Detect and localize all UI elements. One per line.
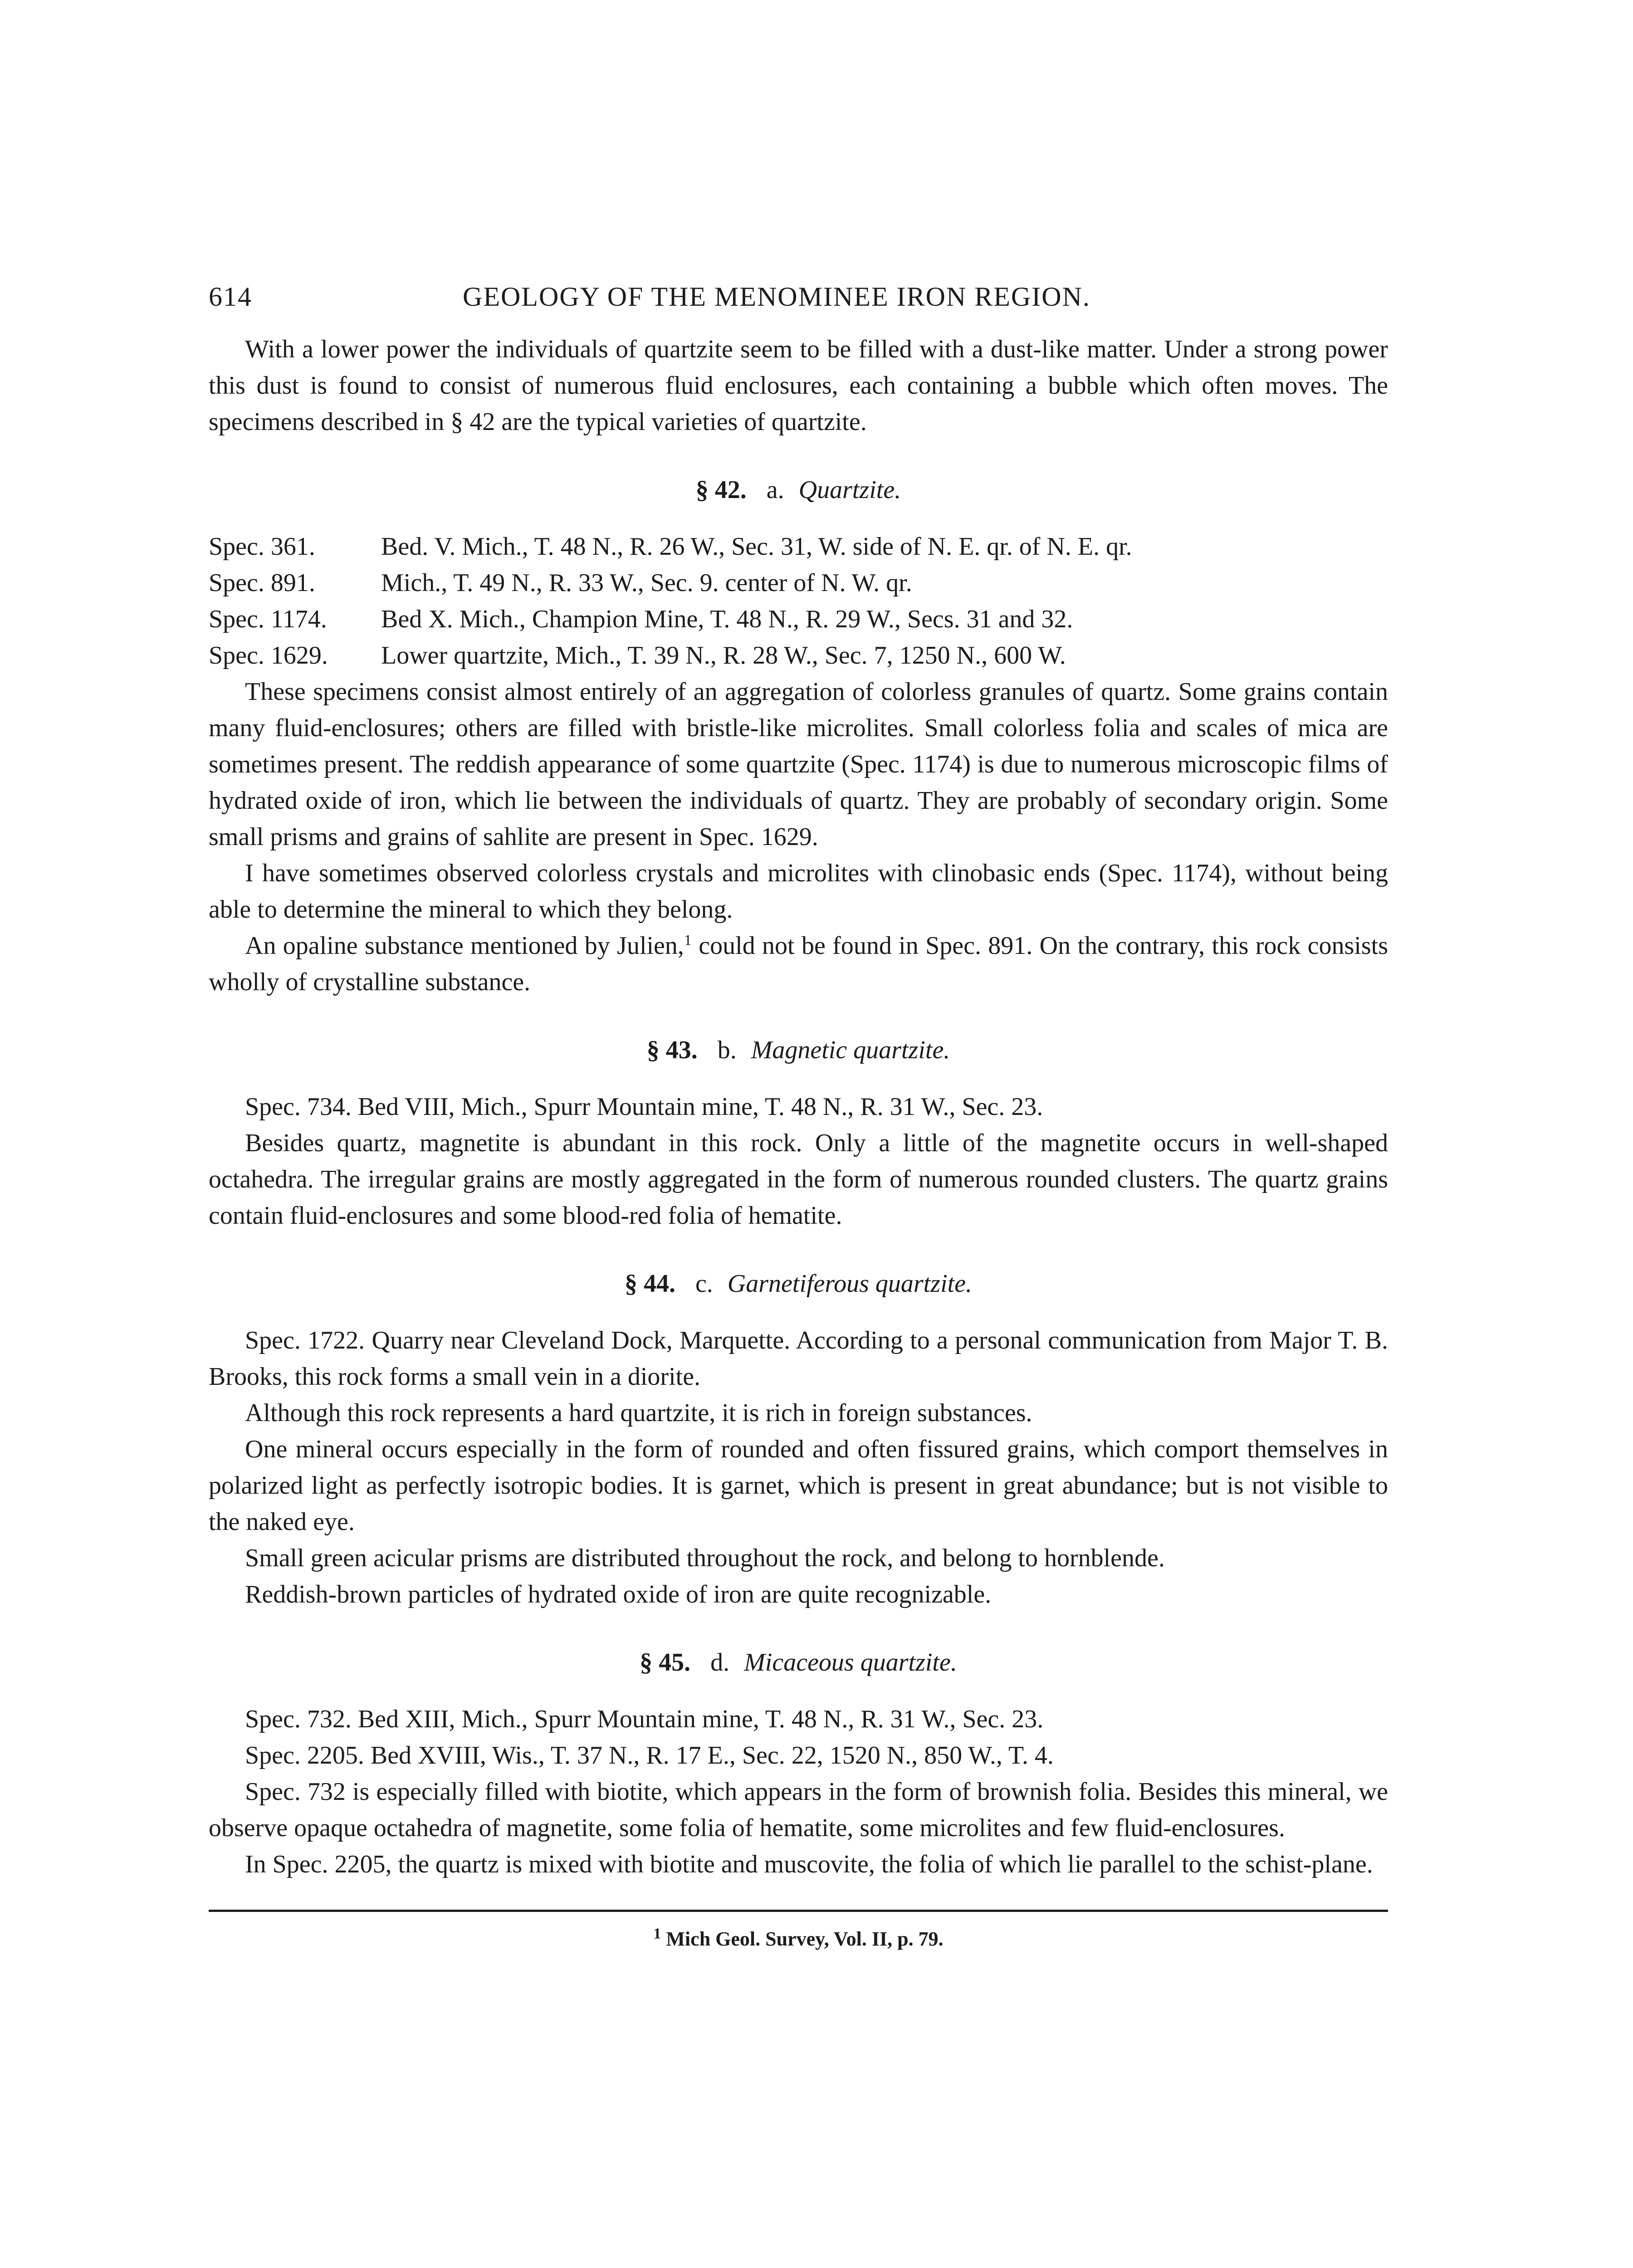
- paragraph-text: An opaline substance mentioned by Julien,: [245, 932, 684, 960]
- spec-label: Spec. 1629.: [209, 641, 328, 670]
- paragraph: One mineral occurs especially in the form of rounded and often fissured grains, which comport themselves in polarized light as perfectly isotropic bodies. It is garnet, which is present in great abundance; but is not visible to the naked eye.: [209, 1435, 1388, 1536]
- spec-label: Spec. 361.: [209, 533, 315, 561]
- spec-text: Bed X. Mich., Champion Mine, T. 48 N., R. 29 W., Secs. 31 and 32.: [381, 605, 1073, 633]
- paragraph-text: could not be found in Spec. 891. On the contrary, this rock consists wholly of crystalline substance.: [209, 932, 1388, 996]
- section-42-heading: [209, 472, 1388, 508]
- spec-entry: [209, 637, 1388, 674]
- paragraph: Besides quartz, magnetite is abundant in this rock. Only a little of the magnetite occurs in well-shaped octahedra. The irregular grains are mostly aggregated in the form of numerous rounded clusters. The quartz grains contain fluid-enclosures and some blood-red folia of hematite.: [209, 1129, 1388, 1230]
- paragraph: These specimens consist almost entirely of an aggregation of colorless granules of quartz. Some grains contain many fluid-enclosures; others are filled with bristle-like microlites. Small colorless folia and scales of mica are sometimes present. The reddish appearance of some quartzite (Spec. 1174) is due to numerous microscopic films of hydrated oxide of iron, which lie between the individuals of quartz. They are probably of secondary origin. Some small prisms and grains of sahlite are present in Spec. 1629.: [209, 678, 1388, 851]
- spec-entry: Spec. 1722. Quarry near Cleveland Dock, Marquette. According to a personal communication from Major T. B. Brooks, this rock forms a small vein in a diorite.: [209, 1326, 1388, 1391]
- footnote-text: Mich Geol. Survey, Vol. II, p. 79.: [661, 1928, 944, 1950]
- page-number: 614: [209, 282, 252, 312]
- section-number: § 44.: [624, 1270, 675, 1298]
- spec-entry: [209, 601, 1388, 637]
- section-letter: b.: [717, 1036, 737, 1064]
- paragraph: Although this rock represents a hard quartzite, it is rich in foreign substances.: [245, 1399, 1032, 1427]
- spec-entry: [209, 565, 1388, 601]
- paragraph: [209, 928, 1388, 1000]
- spec-label: Spec. 1174.: [209, 605, 327, 633]
- spec-list: [209, 528, 1388, 674]
- section-title: Micaceous quartzite.: [744, 1648, 957, 1677]
- spec-entry: [209, 528, 1388, 565]
- section-44-heading: [209, 1266, 1388, 1302]
- paragraph: Spec. 732 is especially filled with biotite, which appears in the form of brownish folia. Besides this mineral, we observe opaque octahedra of magnetite, some folia of hematite, some microlites and few fluid-enclosures.: [209, 1778, 1388, 1842]
- section-number: § 45.: [640, 1648, 691, 1677]
- section-title: Garnetiferous quartzite.: [727, 1270, 973, 1298]
- section-letter: c.: [695, 1270, 713, 1298]
- section-letter: d.: [710, 1648, 730, 1677]
- footnote-reference: 1: [684, 932, 692, 949]
- running-title: GEOLOGY OF THE MENOMINEE IRON REGION.: [463, 282, 1090, 312]
- footnote: [209, 1926, 1388, 1953]
- section-number: § 43.: [646, 1036, 698, 1064]
- intro-paragraph: With a lower power the individuals of quartzite seem to be filled with a dust-like matter. Under a strong power this dust is found to consist of numerous fluid enclosures, each containing a bubble which often moves. The specimens described in § 42 are the typical varieties of quartzite.: [209, 335, 1388, 436]
- spec-text: Mich., T. 49 N., R. 33 W., Sec. 9. center of N. W. qr.: [381, 569, 912, 597]
- section-43-heading: [209, 1032, 1388, 1068]
- section-letter: a.: [766, 476, 784, 504]
- paragraph: In Spec. 2205, the quartz is mixed with biotite and muscovite, the folia of which lie parallel to the schist-plane.: [245, 1850, 1373, 1878]
- running-head: [209, 281, 1388, 331]
- spec-entry: Spec. 732. Bed XIII, Mich., Spurr Mountain mine, T. 48 N., R. 31 W., Sec. 23.: [245, 1705, 1044, 1733]
- section-number: § 42.: [695, 476, 747, 504]
- spec-label: Spec. 891.: [209, 569, 315, 597]
- spec-entry: Spec. 2205. Bed XVIII, Wis., T. 37 N., R. 17 E., Sec. 22, 1520 N., 850 W., T. 4.: [245, 1741, 1054, 1769]
- spec-text: Bed. V. Mich., T. 48 N., R. 26 W., Sec. 31, W. side of N. E. qr. of N. E. qr.: [381, 533, 1132, 561]
- paragraph: Reddish-brown particles of hydrated oxide of iron are quite recognizable.: [245, 1580, 992, 1608]
- section-title: Quartzite.: [798, 476, 901, 504]
- page: [209, 281, 1388, 1953]
- spec-entry: Spec. 734. Bed VIII, Mich., Spurr Mountain mine, T. 48 N., R. 31 W., Sec. 23.: [245, 1093, 1043, 1121]
- spec-text: Lower quartzite, Mich., T. 39 N., R. 28 W., Sec. 7, 1250 N., 600 W.: [381, 641, 1066, 670]
- section-45-heading: [209, 1644, 1388, 1681]
- section-title: Magnetic quartzite.: [751, 1036, 950, 1064]
- footnote-divider: [209, 1910, 1388, 1912]
- paragraph: Small green acicular prisms are distributed throughout the rock, and belong to hornblende.: [245, 1544, 1165, 1572]
- paragraph: I have sometimes observed colorless crystals and microlites with clinobasic ends (Spec. 1174), without being able to determine the mineral to which they belong.: [209, 859, 1388, 924]
- footnote-mark: 1: [653, 1925, 661, 1942]
